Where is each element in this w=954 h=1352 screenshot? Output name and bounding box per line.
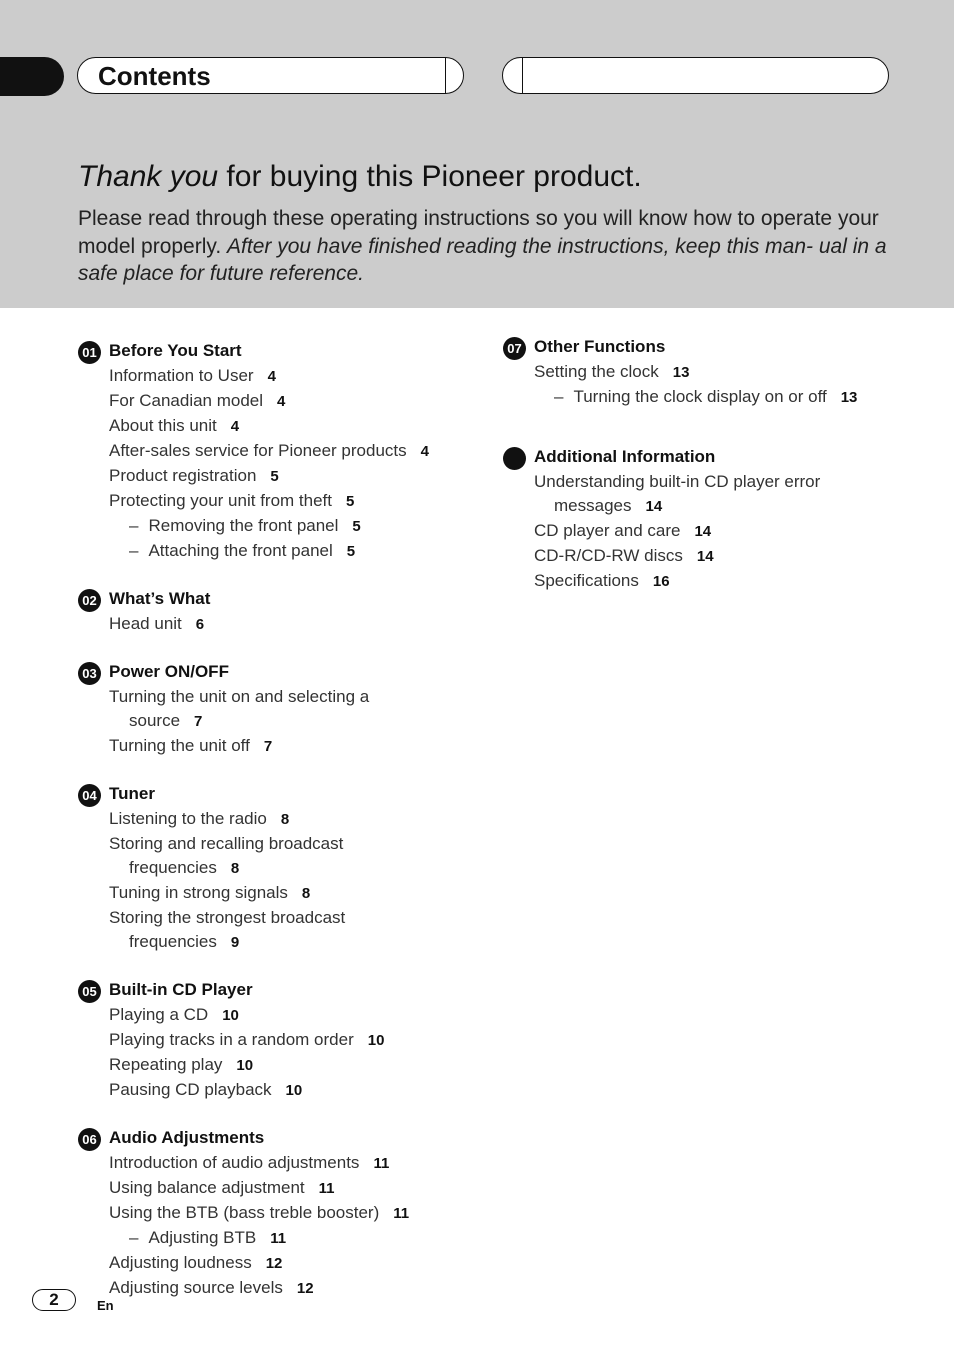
toc-subentry[interactable]: – Removing the front panel 5	[129, 516, 361, 535]
section-number-badge: 05	[78, 980, 101, 1003]
page-ref: 4	[420, 443, 429, 460]
page-ref: 5	[352, 518, 361, 535]
page-ref: 16	[652, 573, 670, 590]
page-ref: 11	[270, 1230, 287, 1247]
toc-subentry[interactable]: – Adjusting BTB 11	[129, 1228, 287, 1247]
toc-entry[interactable]: Product registration 5	[109, 466, 279, 485]
toc-entry[interactable]: For Canadian model 4	[109, 391, 286, 410]
page-ref: 10	[367, 1032, 385, 1049]
page-ref: 5	[270, 468, 279, 485]
toc-entry[interactable]: Using balance adjustment 11	[109, 1178, 335, 1197]
toc-entry[interactable]: After-sales service for Pioneer products 4	[109, 441, 429, 460]
toc-entry[interactable]: Pausing CD playback 10	[109, 1080, 303, 1099]
page-ref: 8	[301, 885, 311, 902]
toc-section-additional	[503, 446, 923, 594]
section-number-badge: 04	[78, 784, 101, 807]
section-title[interactable]: Tuner	[109, 784, 155, 803]
section-number-badge: 01	[78, 341, 101, 364]
toc-section-01	[78, 340, 478, 564]
page-ref: 5	[346, 543, 356, 560]
section-title[interactable]: Built-in CD Player	[109, 980, 253, 999]
section-tab-marker	[0, 57, 64, 96]
toc-section-06	[78, 1127, 478, 1301]
section-number-badge: 03	[78, 662, 101, 685]
toc-section-02	[78, 588, 478, 637]
toc-entry[interactable]: Understanding built-in CD player error messages 14	[534, 472, 821, 515]
page-ref: 11	[318, 1180, 335, 1197]
toc-entry[interactable]: About this unit 4	[109, 416, 240, 435]
toc-entry[interactable]: CD player and care 14	[534, 521, 712, 540]
toc-entry[interactable]: Adjusting source levels 12	[109, 1278, 314, 1297]
toc-right-column	[503, 336, 923, 618]
page-ref: 4	[267, 368, 276, 385]
section-number-badge: 02	[78, 589, 101, 612]
page-ref: 5	[346, 493, 355, 510]
page-ref: 9	[230, 934, 240, 951]
title-box-divider	[522, 58, 523, 93]
toc-section-07	[503, 336, 923, 410]
contents-title: Contents	[98, 61, 211, 91]
intro-paragraph	[78, 205, 898, 288]
section-title[interactable]: Other Functions	[534, 337, 666, 356]
section-title[interactable]: Before You Start	[109, 341, 242, 360]
toc-entry[interactable]: Playing a CD 10	[109, 1005, 239, 1024]
section-title[interactable]: What’s What	[109, 589, 211, 608]
toc-entry[interactable]: Using the BTB (bass treble booster) 11	[109, 1203, 410, 1222]
page-ref: 14	[694, 523, 712, 540]
section-title[interactable]: Additional Information	[534, 447, 716, 466]
language-code: En	[97, 1298, 114, 1313]
toc-entry[interactable]: Specifications 16	[534, 571, 670, 590]
toc-entry[interactable]: Adjusting loudness 12	[109, 1253, 283, 1272]
thank-you-heading	[78, 160, 642, 194]
toc-entry[interactable]: Playing tracks in a random order 10	[109, 1030, 385, 1049]
section-title[interactable]: Power ON/OFF	[109, 662, 229, 681]
contents-title-box	[77, 57, 464, 94]
page-ref: 12	[296, 1280, 314, 1297]
toc-entry[interactable]: CD-R/CD-RW discs 14	[534, 546, 714, 565]
toc-entry[interactable]: Storing and recalling broadcast frequencies 8	[109, 834, 344, 877]
toc-entry[interactable]: Tuning in strong signals 8	[109, 883, 311, 902]
page-ref: 4	[277, 393, 286, 410]
section-number-badge: 06	[78, 1128, 101, 1151]
section-number-badge: 07	[503, 337, 526, 360]
thank-you-rest: for buying this Pioneer product.	[218, 160, 642, 193]
toc-entry[interactable]: Setting the clock 13	[534, 362, 690, 381]
intro-italic: After you have finished reading the instructions, keep this man- ual in a safe place for future reference.	[78, 234, 887, 285]
toc-entry[interactable]: Information to User 4	[109, 366, 276, 385]
page-ref: 14	[696, 548, 714, 565]
toc-subentry[interactable]: – Turning the clock display on or off 13	[554, 387, 858, 406]
page-ref: 11	[373, 1155, 390, 1172]
toc-entry[interactable]: Listening to the radio 8	[109, 809, 290, 828]
intro-plain: Please read through these operating instructions so you will know how to operate your model properly.	[78, 207, 879, 258]
toc-left-column	[78, 340, 478, 1325]
page-ref: 14	[645, 498, 663, 515]
page-ref: 10	[236, 1057, 254, 1074]
toc-entry[interactable]: Turning the unit on and selecting a source 7	[109, 687, 370, 730]
toc-entry[interactable]: Head unit 6	[109, 614, 205, 633]
toc-section-05	[78, 979, 478, 1103]
toc-section-03	[78, 661, 478, 759]
page-ref: 12	[265, 1255, 283, 1272]
toc-entry[interactable]: Turning the unit off 7	[109, 736, 273, 755]
page-ref: 10	[222, 1007, 239, 1024]
page-ref: 7	[194, 713, 203, 730]
thank-you-italic: Thank you	[78, 160, 219, 193]
page-ref: 13	[840, 389, 858, 406]
empty-title-box	[502, 57, 889, 94]
toc-entry[interactable]: Storing the strongest broadcast frequencies 9	[109, 908, 346, 951]
section-bullet-badge	[503, 447, 526, 470]
page-ref: 4	[230, 418, 240, 435]
section-title[interactable]: Audio Adjustments	[109, 1128, 265, 1147]
page-ref: 13	[672, 364, 690, 381]
title-box-divider	[445, 58, 446, 93]
page-ref: 6	[195, 616, 205, 633]
page-number: 2	[32, 1289, 76, 1311]
toc-section-04	[78, 783, 478, 955]
header-band	[0, 0, 954, 308]
page-ref: 11	[393, 1205, 410, 1222]
page-ref: 8	[230, 860, 240, 877]
page-ref: 7	[263, 738, 273, 755]
toc-entry[interactable]: Repeating play 10	[109, 1055, 254, 1074]
page-ref: 8	[280, 811, 290, 828]
toc-entry[interactable]: Protecting your unit from theft 5	[109, 491, 355, 510]
toc-entry[interactable]: Introduction of audio adjustments 11	[109, 1153, 390, 1172]
page-ref: 10	[285, 1082, 303, 1099]
toc-subentry[interactable]: – Attaching the front panel 5	[129, 541, 356, 560]
